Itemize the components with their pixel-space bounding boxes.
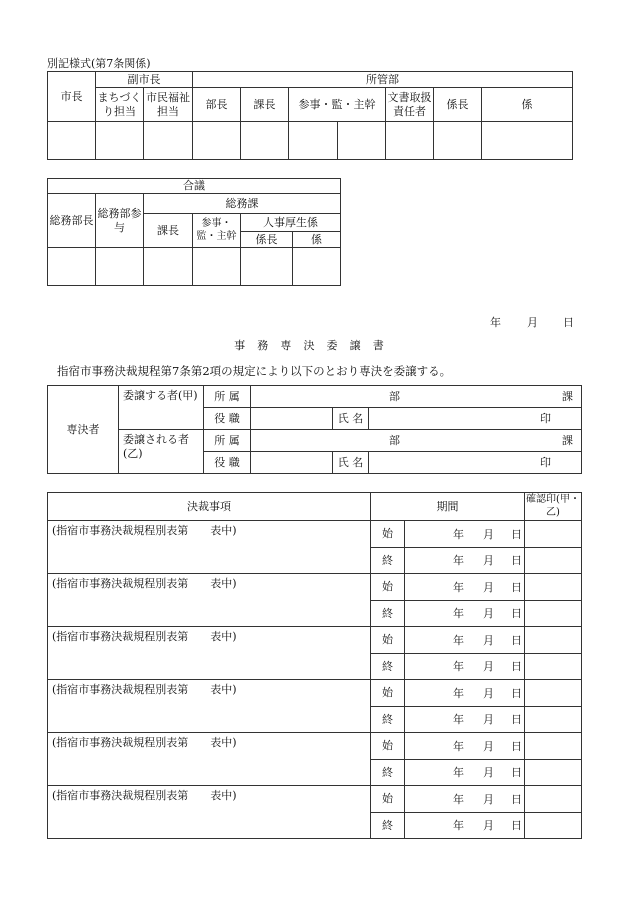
period-end-date[interactable] — [405, 654, 525, 680]
date-year: 年 — [453, 766, 464, 779]
ka-label: 課 — [562, 390, 574, 403]
date-day: 日 — [511, 687, 522, 700]
giver-label: 委譲する者(甲) — [119, 386, 204, 430]
seal-cell[interactable] — [386, 122, 434, 160]
matters-col-period: 期間 — [371, 493, 525, 521]
confirm-seal-cell[interactable] — [525, 786, 582, 813]
ka-label: 課 — [562, 434, 574, 447]
period-end-label: 終 — [371, 654, 405, 680]
consult-kacho: 課長 — [144, 214, 193, 248]
dept-col-bunsho: 文書取扱責任者 — [386, 88, 434, 122]
confirm-seal-cell[interactable] — [525, 574, 582, 601]
date-day: 日 — [511, 581, 522, 594]
consult-jinji: 人事厚生係 — [241, 214, 341, 232]
dept-col-kakari: 係 — [482, 88, 573, 122]
date-year: 年 — [453, 740, 464, 753]
seal-mark: 印 — [540, 455, 552, 469]
date-day: 日 — [511, 713, 522, 726]
date-year: 年 — [453, 554, 464, 567]
seal-cell[interactable] — [289, 122, 338, 160]
giver-affiliation[interactable] — [251, 386, 582, 408]
consult-kakari: 係 — [293, 232, 341, 248]
seal-cell[interactable] — [96, 248, 144, 286]
period-start-date[interactable] — [405, 521, 525, 548]
period-start-label: 始 — [371, 574, 405, 601]
date-day: 日 — [511, 819, 522, 832]
matter-item[interactable] — [48, 786, 371, 839]
date-day: 日 — [563, 316, 574, 329]
bu-label: 部 — [389, 434, 400, 447]
date-month: 月 — [483, 793, 494, 806]
date-year: 年 — [453, 660, 464, 673]
seal-cell[interactable] — [48, 122, 96, 160]
consult-sanji: 参事・監・主幹 — [193, 214, 241, 248]
period-start-label: 始 — [371, 786, 405, 813]
date-year: 年 — [453, 819, 464, 832]
dept-header: 所管部 — [193, 72, 573, 88]
matter-item[interactable] — [48, 680, 371, 733]
date-day: 日 — [511, 740, 522, 753]
matters-col-item: 決裁事項 — [48, 493, 371, 521]
date-year: 年 — [453, 528, 464, 541]
consult-section: 総務課 — [144, 194, 341, 214]
seal-cell[interactable] — [338, 122, 386, 160]
deputy-sub-1: まちづくり担当 — [96, 88, 144, 122]
matters-col-confirm: 確認印(甲・乙) — [525, 493, 582, 521]
deputy-mayor-header: 副市長 — [96, 72, 193, 88]
date-month: 月 — [483, 819, 494, 832]
period-end-label: 終 — [371, 601, 405, 627]
position-label: 役 職 — [204, 452, 251, 474]
matter-item-label: (指宿市事務決裁規程別表第 表中) — [52, 630, 237, 643]
date-year: 年 — [453, 713, 464, 726]
confirm-seal-cell[interactable] — [525, 680, 582, 707]
date-month: 月 — [483, 687, 494, 700]
date-month: 月 — [483, 581, 494, 594]
date-month: 月 — [483, 528, 494, 541]
date-month: 月 — [483, 740, 494, 753]
seal-mark: 印 — [540, 411, 552, 425]
matter-item-label: (指宿市事務決裁規程別表第 表中) — [52, 736, 237, 749]
seal-cell[interactable] — [293, 248, 341, 286]
consult-table — [47, 178, 341, 286]
date-month: 月 — [483, 607, 494, 620]
position-label: 役 職 — [204, 408, 251, 430]
matter-item-label: (指宿市事務決裁規程別表第 表中) — [52, 524, 237, 537]
period-start-date[interactable] — [405, 680, 525, 707]
giver-name[interactable] — [369, 408, 582, 430]
name-label: 氏 名 — [333, 452, 369, 474]
date-year: 年 — [453, 687, 464, 700]
bu-label: 部 — [389, 390, 400, 403]
period-start-date[interactable] — [405, 786, 525, 813]
date-month: 月 — [483, 554, 494, 567]
period-end-label: 終 — [371, 548, 405, 574]
period-start-date[interactable] — [405, 574, 525, 601]
confirm-seal-cell[interactable] — [525, 548, 582, 574]
confirm-seal-cell[interactable] — [525, 521, 582, 548]
matters-table — [47, 492, 582, 839]
period-end-date[interactable] — [405, 707, 525, 733]
period-start-label: 始 — [371, 733, 405, 760]
dept-col-kakaricho: 係長 — [434, 88, 482, 122]
period-end-date[interactable] — [405, 760, 525, 786]
consult-col1: 総務部長 — [48, 194, 96, 248]
consult-kakaricho: 係長 — [241, 232, 293, 248]
seal-cell[interactable] — [96, 122, 144, 160]
period-end-date[interactable] — [405, 548, 525, 574]
receiver-affiliation[interactable] — [251, 430, 582, 452]
seal-cell[interactable] — [193, 122, 241, 160]
period-start-label: 始 — [371, 521, 405, 548]
seal-cell[interactable] — [241, 248, 293, 286]
doc-title: 事務専決委譲書 — [234, 339, 396, 352]
form-label: 別記様式(第7条関係) — [47, 57, 151, 70]
date-day: 日 — [511, 634, 522, 647]
confirm-seal-cell[interactable] — [525, 813, 582, 839]
affiliation-label: 所 属 — [204, 430, 251, 452]
period-end-label: 終 — [371, 813, 405, 839]
dept-col-sanji: 参事・監・主幹 — [289, 88, 386, 122]
seal-cell[interactable] — [144, 122, 193, 160]
date-day: 日 — [511, 607, 522, 620]
consult-title: 合議 — [48, 179, 341, 194]
seal-cell[interactable] — [434, 122, 482, 160]
confirm-seal-cell[interactable] — [525, 707, 582, 733]
seal-cell[interactable] — [193, 248, 241, 286]
seal-cell[interactable] — [482, 122, 573, 160]
period-start-date[interactable] — [405, 627, 525, 654]
statement: 指宿市事務決裁規程第7条第2項の規定により以下のとおり専決を委譲する。 — [57, 364, 452, 378]
matter-item[interactable] — [48, 521, 371, 574]
confirm-seal-cell[interactable] — [525, 654, 582, 680]
seal-cell[interactable] — [48, 248, 96, 286]
confirm-seal-cell[interactable] — [525, 627, 582, 654]
date-month: 月 — [483, 766, 494, 779]
matter-item[interactable] — [48, 733, 371, 786]
deputy-sub-2: 市民福祉担当 — [144, 88, 193, 122]
period-end-date[interactable] — [405, 601, 525, 627]
confirm-seal-cell[interactable] — [525, 601, 582, 627]
date-day: 日 — [511, 660, 522, 673]
name-label: 氏 名 — [333, 408, 369, 430]
date-month: 月 — [483, 660, 494, 673]
period-end-label: 終 — [371, 707, 405, 733]
period-start-label: 始 — [371, 680, 405, 707]
matter-item-label: (指宿市事務決裁規程別表第 表中) — [52, 577, 237, 590]
period-end-date[interactable] — [405, 813, 525, 839]
date-day: 日 — [511, 793, 522, 806]
delegation-label: 専決者 — [48, 386, 119, 474]
date-day: 日 — [511, 766, 522, 779]
matter-item[interactable] — [48, 627, 371, 680]
date-day: 日 — [511, 528, 522, 541]
period-end-label: 終 — [371, 760, 405, 786]
delegation-table — [47, 385, 582, 474]
date-year: 年 — [453, 607, 464, 620]
matter-item-label: (指宿市事務決裁規程別表第 表中) — [52, 789, 237, 802]
matter-item-label: (指宿市事務決裁規程別表第 表中) — [52, 683, 237, 696]
date-month: 月 — [483, 634, 494, 647]
date-year: 年 — [453, 793, 464, 806]
receiver-label: 委譲される者(乙) — [119, 430, 204, 474]
approval-table — [47, 71, 573, 160]
seal-cell[interactable] — [144, 248, 193, 286]
date-month: 月 — [483, 713, 494, 726]
matter-item[interactable] — [48, 574, 371, 627]
date-month: 月 — [527, 316, 538, 329]
seal-cell[interactable] — [241, 122, 289, 160]
dept-col-kacho: 課長 — [241, 88, 289, 122]
giver-position[interactable] — [251, 408, 333, 430]
date-year: 年 — [490, 316, 501, 329]
receiver-name[interactable] — [369, 452, 582, 474]
date-day: 日 — [511, 554, 522, 567]
mayor-header: 市長 — [48, 72, 96, 122]
period-start-date[interactable] — [405, 733, 525, 760]
date-year: 年 — [453, 581, 464, 594]
receiver-position[interactable] — [251, 452, 333, 474]
confirm-seal-cell[interactable] — [525, 760, 582, 786]
period-start-label: 始 — [371, 627, 405, 654]
dept-col-bucho: 部長 — [193, 88, 241, 122]
consult-col2: 総務部参与 — [96, 194, 144, 248]
affiliation-label: 所 属 — [204, 386, 251, 408]
date-year: 年 — [453, 634, 464, 647]
confirm-seal-cell[interactable] — [525, 733, 582, 760]
